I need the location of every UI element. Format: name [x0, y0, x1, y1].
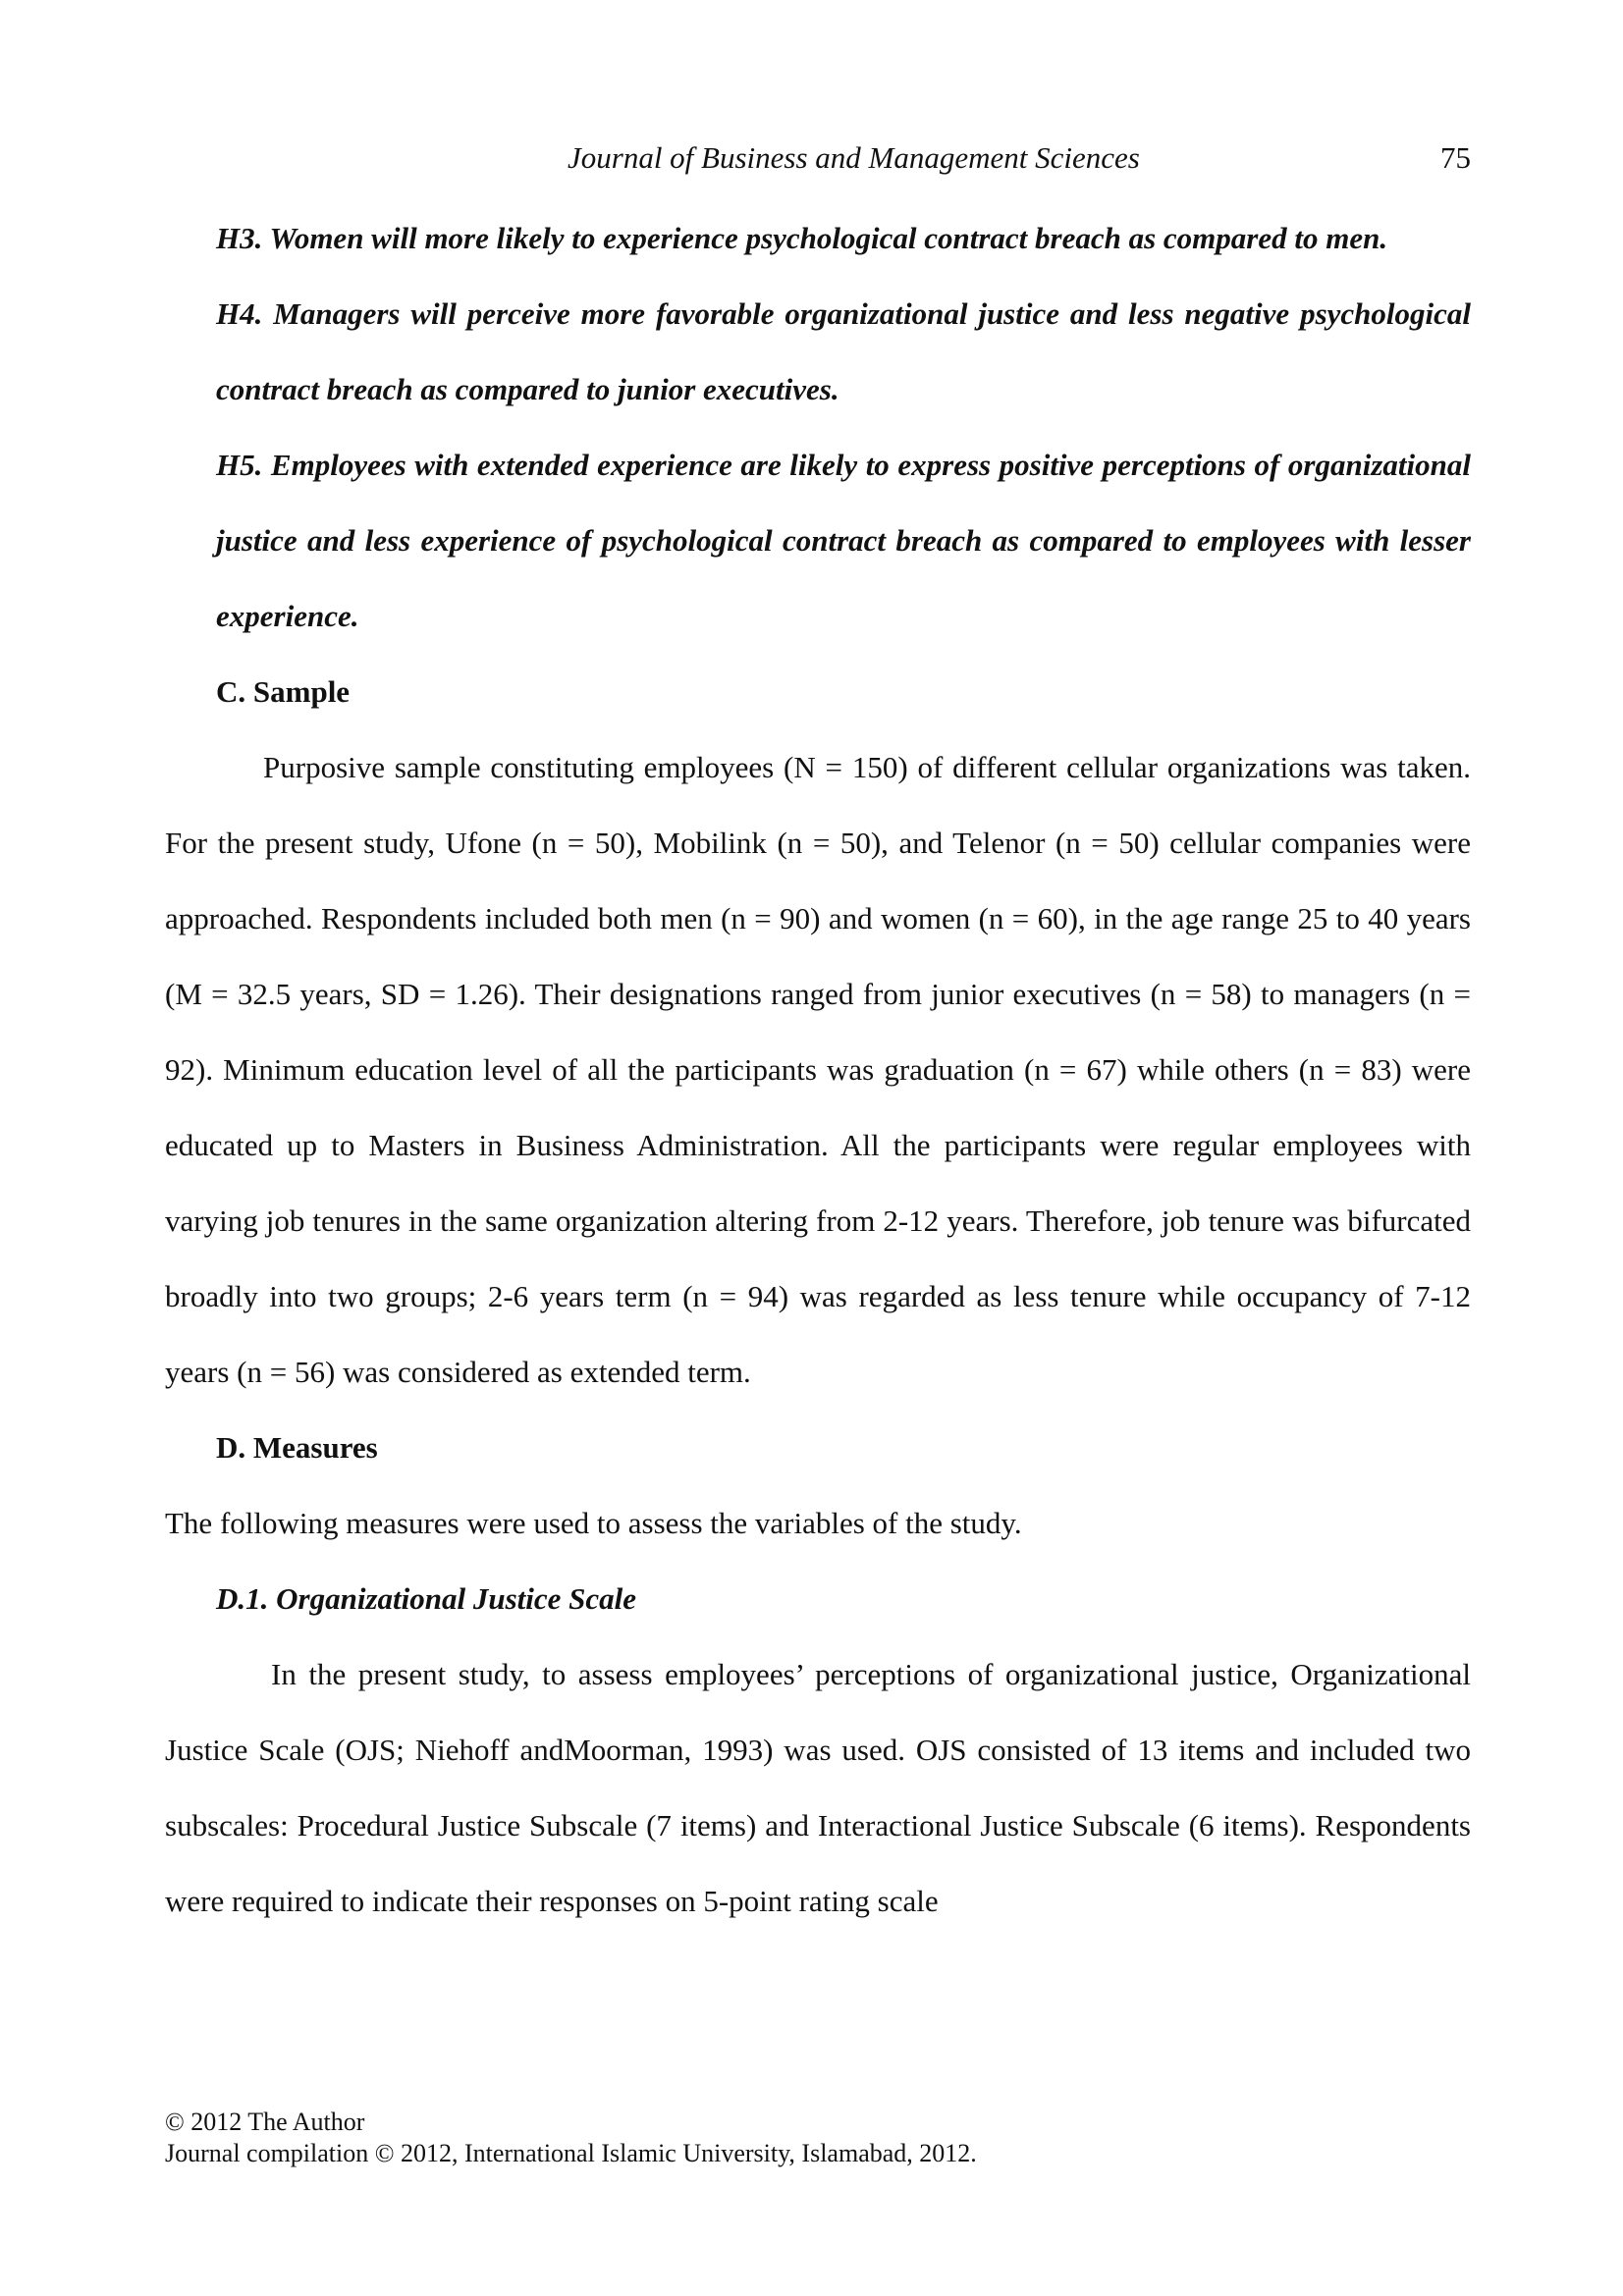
section-heading-measures: D. Measures: [216, 1430, 378, 1465]
page-footer: [165, 2107, 977, 2169]
hypothesis-h4: H4. Managers will perceive more favorable organizational justice and less negative psychological contract breach as compared to junior executives.: [216, 296, 1471, 406]
body-text: [165, 200, 1471, 1939]
hypothesis-h3: H3. Women will more likely to experience psychological contract breach as compared to men.: [216, 221, 1388, 255]
ojs-paragraph: In the present study, to assess employees’ perceptions of organizational justice, Organizational Justice Scale (OJS; Niehoff andMoorman, 1993) was used. OJS consisted of 13 items and included two subscales: Procedural Justice Subscale (7 items) and Interactional Justice Subscale (6 items). Respondents were required to indicate their responses on 5-point rating scale: [165, 1657, 1471, 1918]
running-head: [165, 135, 1471, 181]
section-heading-sample: C. Sample: [216, 674, 351, 709]
copyright-line: © 2012 The Author: [165, 2108, 365, 2136]
journal-title: Journal of Business and Management Sciences: [568, 140, 1140, 175]
sample-paragraph: Purposive sample constituting employees (N = 150) of different cellular organizations was taken. For the present study, Ufone (n = 50), Mobilink (n = 50), and Telenor (n = 50) cellular companies were approached. Respondents included both men (n = 90) and women (n = 60), in the age range 25 to 40 years (M = 32.5 years, SD = 1.26). Their designations ranged from junior executives (n = 58) to managers (n = 92). Minimum education level of all the participants was graduation (n = 67) while others (n = 83) were educated up to Masters in Business Administration. All the participants were regular employees with varying job tenures in the same organization altering from 2-12 years. Therefore, job tenure was bifurcated broadly into two groups; 2-6 years term (n = 94) was regarded as less tenure while occupancy of 7-12 years (n = 56) was considered as extended term.: [165, 750, 1471, 1389]
measures-intro: The following measures were used to assess the variables of the study.: [165, 1506, 1022, 1540]
subsection-heading-ojs: D.1. Organizational Justice Scale: [216, 1581, 637, 1616]
hypothesis-h5: H5. Employees with extended experience are likely to express positive perceptions of organizational justice and less experience of psychological contract breach as compared to employees with lesser experience.: [216, 448, 1471, 633]
page-number: 75: [1440, 140, 1471, 175]
journal-compilation-line: Journal compilation © 2012, International Islamic University, Islamabad, 2012.: [165, 2139, 977, 2167]
